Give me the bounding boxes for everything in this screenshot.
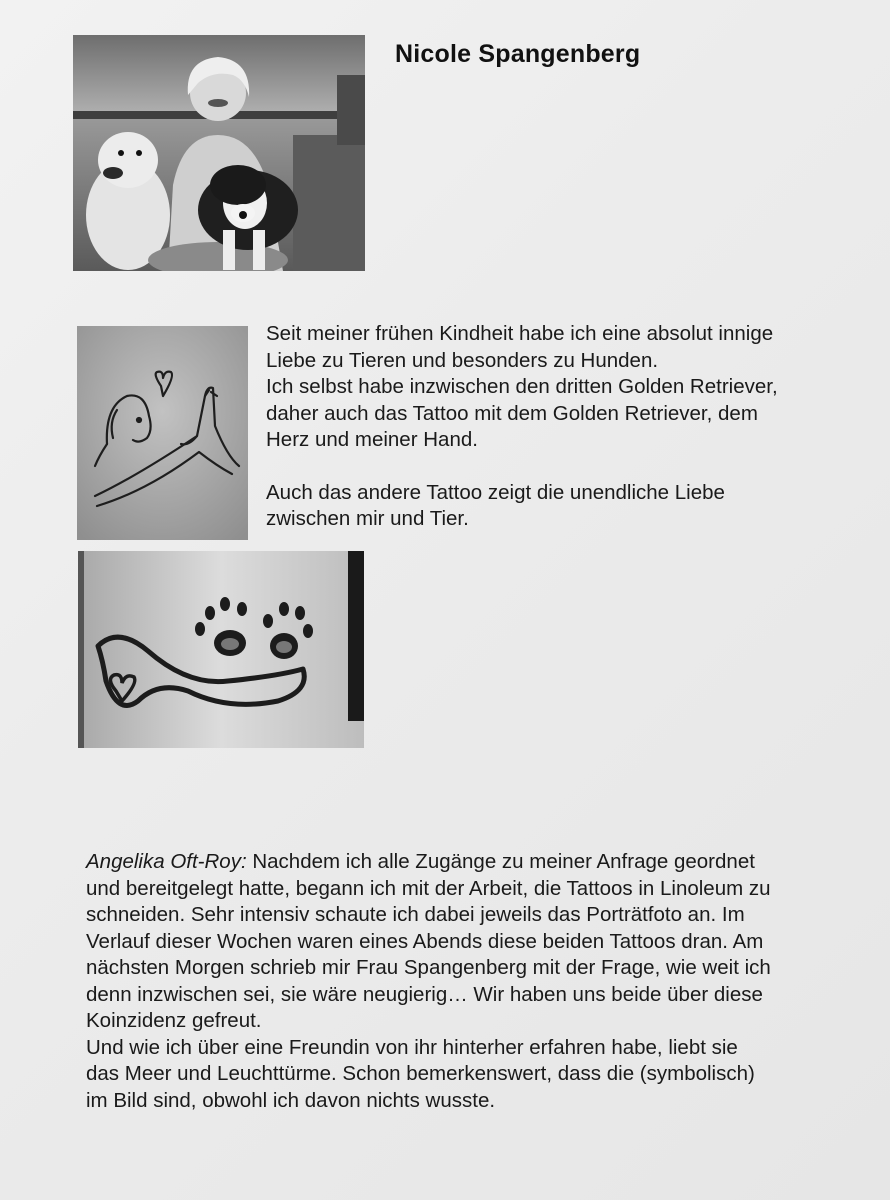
bio-line: Ich selbst habe inzwischen den dritten Golden Retriever,: [266, 375, 778, 398]
tattoo-paw-photo: [78, 551, 364, 748]
artist-note-line: das Meer und Leuchttürme. Schon bemerkenswert, dass die (symbolisch): [86, 1062, 755, 1085]
portrait-photo-woman-with-dogs-icon: [73, 35, 365, 271]
bio-text-block-2: [266, 480, 846, 533]
bio-line: zwischen mir und Tier.: [266, 507, 469, 530]
artist-note-line: denn inzwischen sei, sie wäre neugierig… Wir haben uns beide über diese: [86, 982, 763, 1006]
artist-note-author: Angelika Oft-Roy:: [86, 850, 247, 873]
artist-note-line: nächsten Morgen schrieb mir Frau Spangenberg mit der Frage, wie weit ich: [86, 956, 771, 979]
bio-line: Seit meiner frühen Kindheit habe ich eine absolut innige: [266, 322, 774, 345]
page-title: Nicole Spangenberg: [395, 40, 641, 68]
tattoo-infinity-heart-paws-icon: [78, 551, 364, 748]
artist-note-line: im Bild sind, obwohl ich davon nichts wusste.: [86, 1088, 496, 1112]
tattoo-golden-retriever-heart-hand-icon: [77, 326, 248, 540]
bio-text-block-1: [266, 321, 846, 454]
bio-line: Auch das andere Tattoo zeigt die unendliche Liebe: [266, 480, 725, 504]
artist-note-line: und bereitgelegt hatte, begann ich mit der Arbeit, die Tattoos in Linoleum zu: [86, 876, 771, 900]
bio-line: Liebe zu Tieren und besonders zu Hunden.: [266, 348, 659, 372]
artist-note-line: Koinzidenz gefreut.: [86, 1009, 262, 1032]
artist-note-first-line-text: Nachdem ich alle Zugänge zu meiner Anfrage geordnet: [246, 850, 755, 873]
artist-note-paragraph: [86, 849, 846, 1114]
bio-line: daher auch das Tattoo mit dem Golden Retriever, dem: [266, 401, 758, 425]
artist-note-line: Verlauf dieser Wochen waren eines Abends diese beiden Tattoos dran. Am: [86, 929, 764, 953]
artist-note-first-line: [86, 849, 846, 876]
artist-note-line: schneiden. Sehr intensiv schaute ich dabei jeweils das Porträtfoto an. Im: [86, 903, 745, 926]
artist-note-lines: [86, 876, 846, 1115]
bio-paragraph: [266, 321, 846, 533]
portrait-photo: [73, 35, 365, 271]
artist-note-line: Und wie ich über eine Freundin von ihr hinterher erfahren habe, liebt sie: [86, 1035, 738, 1059]
tattoo-dog-photo: [77, 326, 248, 540]
bio-line: Herz und meiner Hand.: [266, 428, 478, 451]
paragraph-gap: [266, 454, 846, 480]
